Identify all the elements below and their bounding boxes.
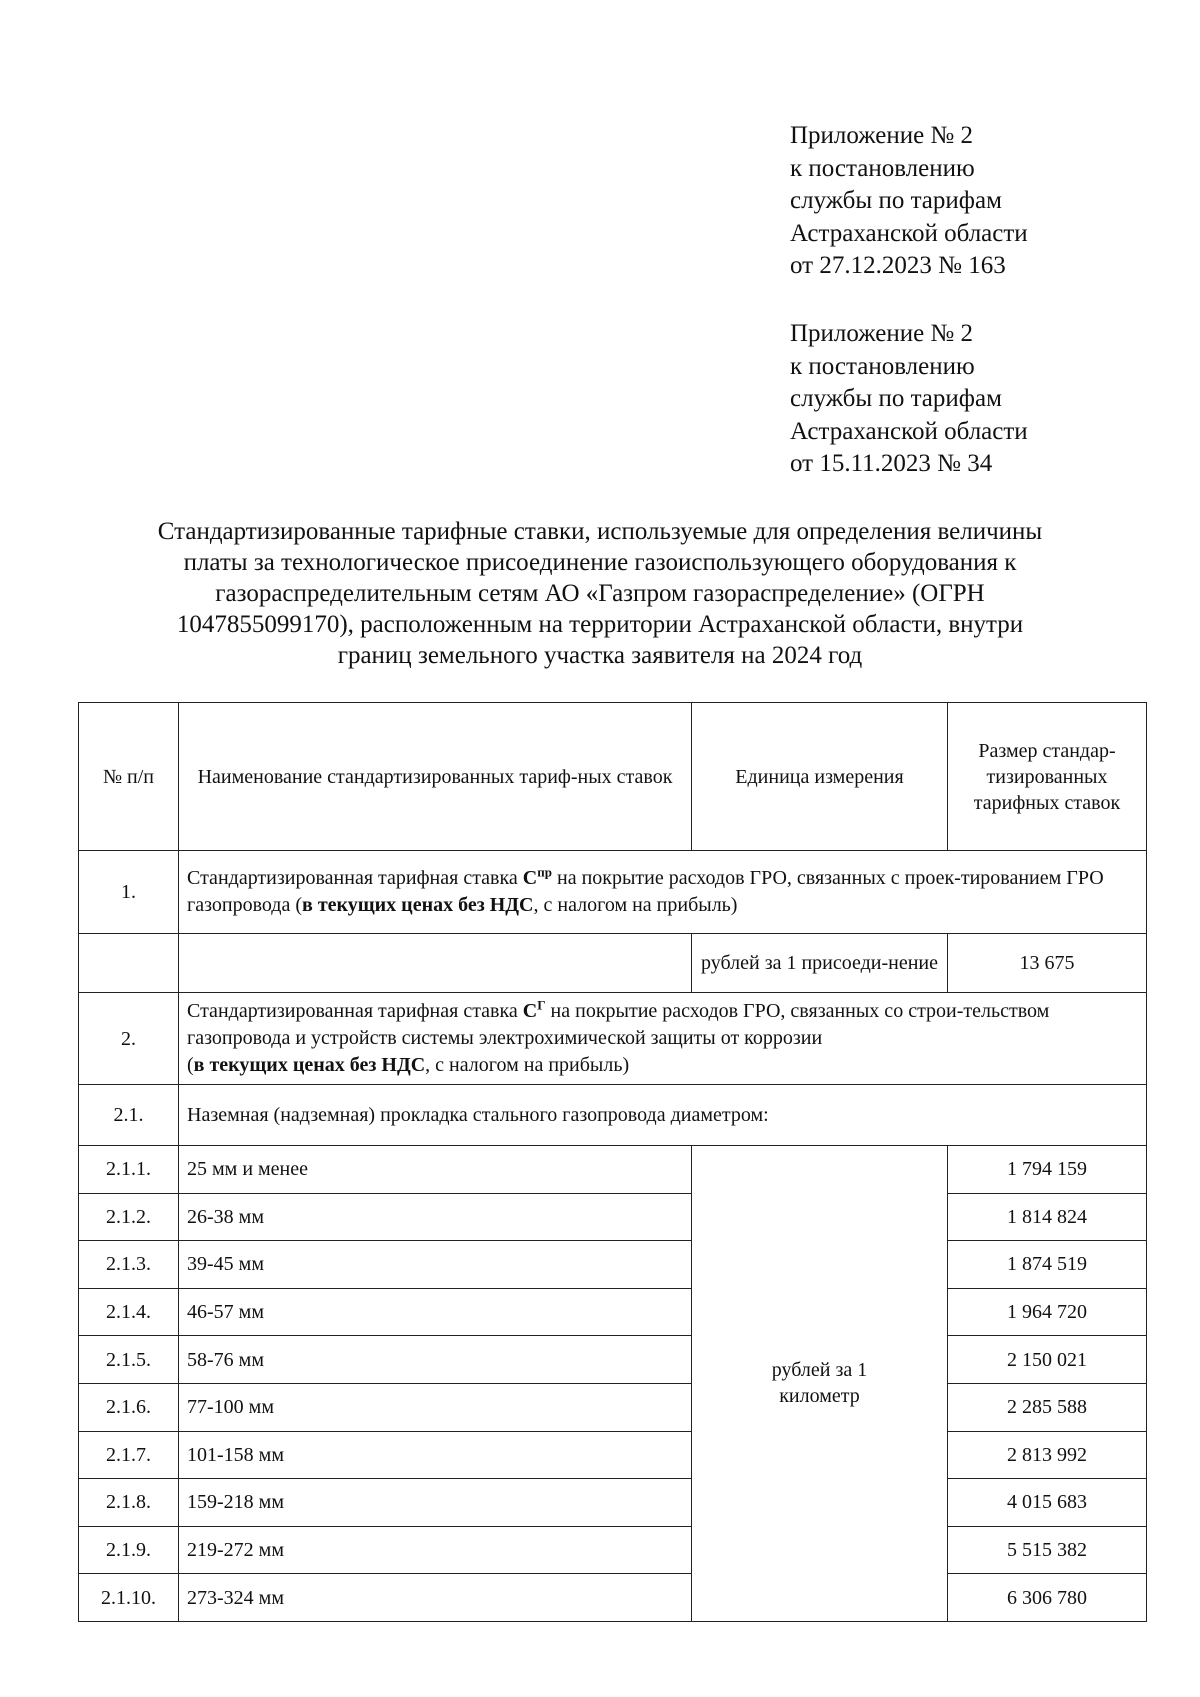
tariff-table <box>78 702 1147 1622</box>
row-num: 2.1.8. <box>79 1479 179 1527</box>
appendix-block-original <box>790 318 1028 481</box>
appendix-line: службы по тарифам <box>790 187 1002 214</box>
row-value: 2 150 021 <box>948 1336 1147 1384</box>
table-row <box>79 1146 1147 1194</box>
appendix-line: Астраханской области <box>790 417 1028 445</box>
row-diameter: 58-76 мм <box>179 1336 692 1384</box>
row-diameter: 101-158 мм <box>179 1431 692 1479</box>
row-num: 2.1.10. <box>79 1574 179 1622</box>
row-num: 2.1.1. <box>79 1146 179 1194</box>
section-2-num: 2. <box>79 993 179 1085</box>
section-1-bold: в текущих ценах без НДС <box>302 894 534 916</box>
empty-cell <box>179 934 692 993</box>
table-row <box>79 1193 1147 1241</box>
row-num: 2.1.4. <box>79 1288 179 1336</box>
section-2-1-row <box>79 1085 1147 1146</box>
header-name: Наименование стандартизированных тариф-ных ставок <box>179 703 692 851</box>
row-value: 1 964 720 <box>948 1288 1147 1336</box>
rate-symbol: С <box>522 867 538 889</box>
section-2-row <box>79 993 1147 1085</box>
table-row <box>79 1241 1147 1289</box>
section-2-bold: в текущих ценах без НДС <box>193 1054 426 1076</box>
row-num: 2.1.5. <box>79 1336 179 1384</box>
row-value: 4 015 683 <box>948 1479 1147 1527</box>
section-1-unit: рублей за 1 присоеди-нение <box>692 934 948 993</box>
section-2-1-title: Наземная (надземная) прокладка стального газопровода диаметром: <box>179 1085 1147 1146</box>
row-value: 1 814 824 <box>948 1193 1147 1241</box>
section-1-text-c: , с налогом на прибыль) <box>533 894 738 916</box>
table-row <box>79 1431 1147 1479</box>
row-diameter: 77-100 мм <box>179 1383 692 1431</box>
row-diameter: 219-272 мм <box>179 1526 692 1574</box>
row-diameter: 159-218 мм <box>179 1479 692 1527</box>
appendix-line: к постановлению <box>790 154 975 182</box>
document-title <box>60 516 1140 671</box>
table-row <box>79 1526 1147 1574</box>
unit-km: рублей за 1 километр <box>771 1359 868 1408</box>
section-1-text-a: Стандартизированная тарифная ставка <box>187 867 523 889</box>
row-diameter: 46-57 мм <box>179 1288 692 1336</box>
row-value: 2 813 992 <box>948 1431 1147 1479</box>
section-2-title <box>179 993 1147 1085</box>
title-line: Стандартизированные тарифные ставки, используемые для определения величины <box>157 518 1043 545</box>
section-1-title <box>179 851 1147 934</box>
appendix-line: службы по тарифам <box>790 385 1002 412</box>
row-num: 2.1.2. <box>79 1193 179 1241</box>
appendix-date-line: от 27.12.2023 № 163 <box>790 252 1006 279</box>
section-2-1-num: 2.1. <box>79 1085 179 1146</box>
title-line: границ земельного участка заявителя на 2024 год <box>337 642 863 669</box>
section-1-row <box>79 851 1147 934</box>
row-diameter: 25 мм и менее <box>179 1146 692 1194</box>
section-2-paren: ( <box>187 1054 194 1076</box>
section-2-text-b: на покрытие расходов ГРО, связанных со строи-тельством газопровода и устройств системы электрохимической защиты от коррозии <box>187 1000 1050 1049</box>
appendix-line: Астраханской области <box>790 219 1028 247</box>
section-1-num: 1. <box>79 851 179 934</box>
table-row <box>79 1574 1147 1622</box>
appendix-line: Приложение № 2 <box>790 320 974 347</box>
table-row <box>79 1479 1147 1527</box>
header-value: Размер стандар-тизированных тарифных ставок <box>948 703 1147 851</box>
appendix-line: к постановлению <box>790 352 975 380</box>
rate-symbol-superscript: Г <box>537 997 546 1013</box>
unit-km-cell <box>692 1146 948 1622</box>
rate-symbol-superscript: пр <box>537 864 552 880</box>
row-diameter: 39-45 мм <box>179 1241 692 1289</box>
section-2-text-c: , с налогом на прибыль) <box>425 1054 630 1076</box>
title-line: газораспределительным сетям АО «Газпром газораспределение» (ОГРН <box>215 580 985 607</box>
table-row <box>79 1383 1147 1431</box>
appendix-block-current <box>790 120 1028 283</box>
empty-cell <box>79 934 179 993</box>
appendix-line: Приложение № 2 <box>790 122 974 149</box>
row-value: 1 874 519 <box>948 1241 1147 1289</box>
header-unit: Единица измерения <box>692 703 948 851</box>
header-num: № п/п <box>79 703 179 851</box>
section-1-value-row <box>79 934 1147 993</box>
section-1-text-b: на покрытие расходов ГРО, связанных с проек-тированием ГРО газопровода ( <box>187 867 1104 916</box>
title-line: платы за технологическое присоединение газоиспользующего оборудования к <box>183 549 1017 576</box>
row-diameter: 273-324 мм <box>179 1574 692 1622</box>
table-header-row <box>79 703 1147 851</box>
row-num: 2.1.3. <box>79 1241 179 1289</box>
table-row <box>79 1336 1147 1384</box>
section-2-text-a: Стандартизированная тарифная ставка <box>187 1000 523 1022</box>
section-1-value: 13 675 <box>948 934 1147 993</box>
appendix-date-line: от 15.11.2023 № 34 <box>790 450 993 477</box>
table-row <box>79 1288 1147 1336</box>
row-num: 2.1.9. <box>79 1526 179 1574</box>
row-value: 6 306 780 <box>948 1574 1147 1622</box>
title-line: 1047855099170), расположенным на территории Астраханской области, внутри <box>176 611 1024 638</box>
row-value: 2 285 588 <box>948 1383 1147 1431</box>
row-value: 1 794 159 <box>948 1146 1147 1194</box>
row-num: 2.1.6. <box>79 1383 179 1431</box>
row-value: 5 515 382 <box>948 1526 1147 1574</box>
rate-symbol: С <box>522 1000 538 1022</box>
row-diameter: 26-38 мм <box>179 1193 692 1241</box>
row-num: 2.1.7. <box>79 1431 179 1479</box>
